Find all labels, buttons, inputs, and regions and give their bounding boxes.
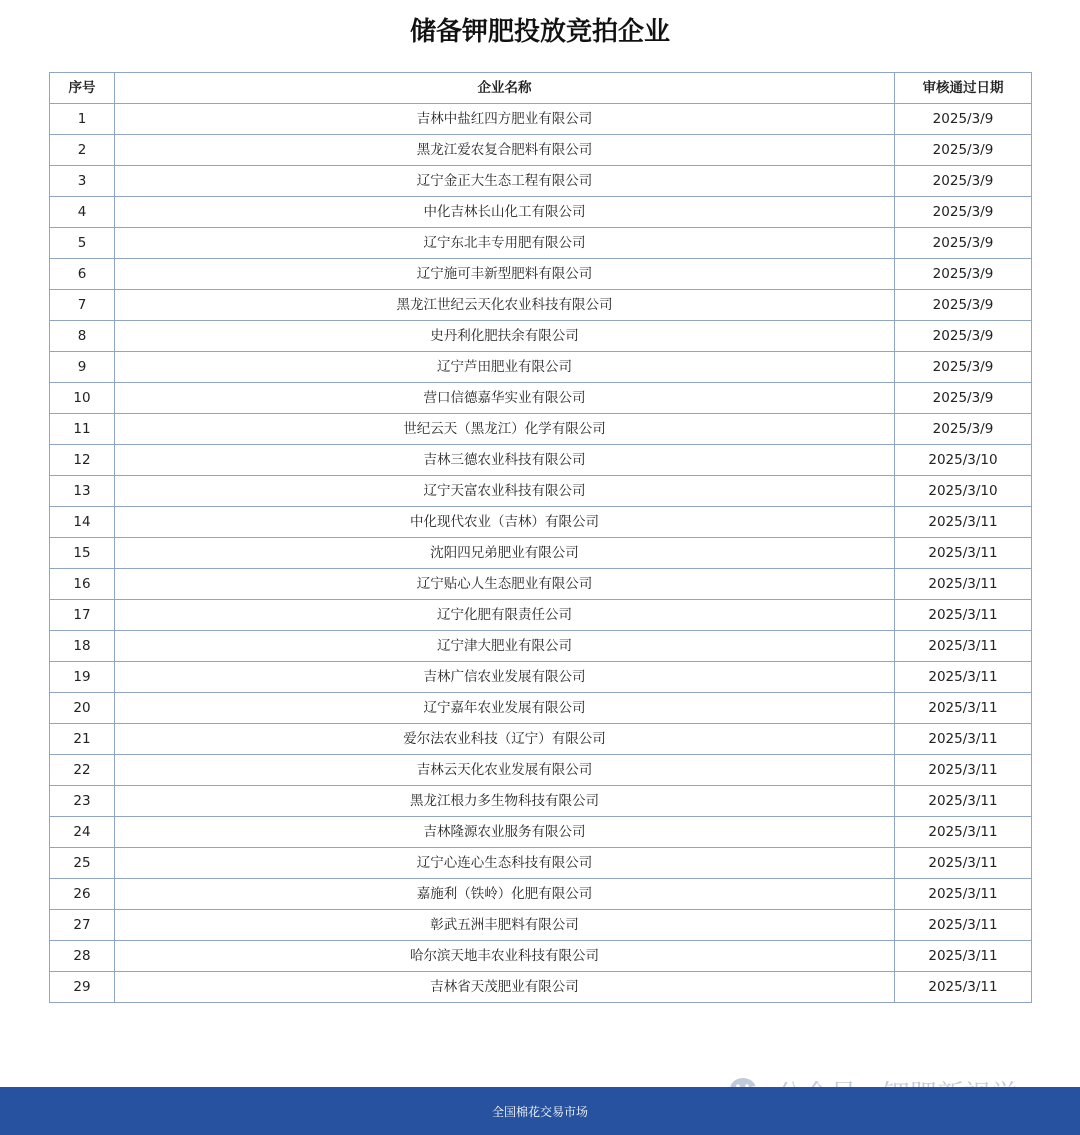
approval-date: 2025/3/9 — [895, 414, 1032, 445]
table-row — [50, 817, 1032, 848]
row-index: 29 — [50, 972, 115, 1003]
approval-date: 2025/3/10 — [895, 445, 1032, 476]
approval-date: 2025/3/11 — [895, 786, 1032, 817]
table-row — [50, 259, 1032, 290]
row-index: 18 — [50, 631, 115, 662]
company-name: 辽宁化肥有限责任公司 — [115, 600, 895, 631]
company-name: 辽宁天富农业科技有限公司 — [115, 476, 895, 507]
approval-date: 2025/3/11 — [895, 693, 1032, 724]
table-row — [50, 135, 1032, 166]
table-row — [50, 104, 1032, 135]
approval-date: 2025/3/11 — [895, 600, 1032, 631]
company-name: 吉林云天化农业发展有限公司 — [115, 755, 895, 786]
company-name: 世纪云天（黑龙江）化学有限公司 — [115, 414, 895, 445]
approval-date: 2025/3/11 — [895, 538, 1032, 569]
company-name: 辽宁嘉年农业发展有限公司 — [115, 693, 895, 724]
footer-text: 全国棉花交易市场 — [491, 1105, 588, 1119]
company-name: 吉林三德农业科技有限公司 — [115, 445, 895, 476]
table-row — [50, 507, 1032, 538]
page-title: 储备钾肥投放竞拍企业 — [409, 17, 670, 47]
company-name: 吉林中盐红四方肥业有限公司 — [115, 104, 895, 135]
company-name: 辽宁心连心生态科技有限公司 — [115, 848, 895, 879]
row-index: 11 — [50, 414, 115, 445]
table-row — [50, 197, 1032, 228]
company-name: 辽宁东北丰专用肥有限公司 — [115, 228, 895, 259]
company-name: 黑龙江根力多生物科技有限公司 — [115, 786, 895, 817]
approval-date: 2025/3/9 — [895, 290, 1032, 321]
row-index: 4 — [50, 197, 115, 228]
table-row — [50, 321, 1032, 352]
company-name: 辽宁施可丰新型肥料有限公司 — [115, 259, 895, 290]
approval-date: 2025/3/9 — [895, 259, 1032, 290]
table-body — [50, 104, 1032, 1003]
approval-date: 2025/3/9 — [895, 321, 1032, 352]
company-name: 吉林隆源农业服务有限公司 — [115, 817, 895, 848]
row-index: 26 — [50, 879, 115, 910]
approval-date: 2025/3/9 — [895, 197, 1032, 228]
approval-date: 2025/3/11 — [895, 879, 1032, 910]
row-index: 17 — [50, 600, 115, 631]
company-name: 黑龙江爱农复合肥料有限公司 — [115, 135, 895, 166]
company-name: 嘉施利（铁岭）化肥有限公司 — [115, 879, 895, 910]
row-index: 19 — [50, 662, 115, 693]
table-row — [50, 879, 1032, 910]
company-name: 辽宁贴心人生态肥业有限公司 — [115, 569, 895, 600]
approval-date: 2025/3/11 — [895, 910, 1032, 941]
approval-date: 2025/3/11 — [895, 848, 1032, 879]
row-index: 12 — [50, 445, 115, 476]
row-index: 9 — [50, 352, 115, 383]
approval-date: 2025/3/11 — [895, 817, 1032, 848]
row-index: 1 — [50, 104, 115, 135]
row-index: 27 — [50, 910, 115, 941]
table-row — [50, 910, 1032, 941]
row-index: 2 — [50, 135, 115, 166]
company-name: 吉林省天茂肥业有限公司 — [115, 972, 895, 1003]
table-row — [50, 972, 1032, 1003]
row-index: 13 — [50, 476, 115, 507]
row-index: 6 — [50, 259, 115, 290]
approval-date: 2025/3/11 — [895, 972, 1032, 1003]
table-row — [50, 786, 1032, 817]
approval-date: 2025/3/9 — [895, 135, 1032, 166]
row-index: 22 — [50, 755, 115, 786]
row-index: 14 — [50, 507, 115, 538]
approval-date: 2025/3/9 — [895, 352, 1032, 383]
table-row — [50, 848, 1032, 879]
table-row — [50, 228, 1032, 259]
footer-bar — [0, 1087, 1080, 1135]
table-row — [50, 414, 1032, 445]
approval-date: 2025/3/11 — [895, 569, 1032, 600]
row-index: 10 — [50, 383, 115, 414]
table-row — [50, 693, 1032, 724]
table-row — [50, 755, 1032, 786]
table-header-row — [50, 73, 1032, 104]
company-name: 吉林广信农业发展有限公司 — [115, 662, 895, 693]
table-row — [50, 569, 1032, 600]
enterprise-table — [49, 72, 1032, 1003]
table-row — [50, 383, 1032, 414]
approval-date: 2025/3/11 — [895, 631, 1032, 662]
table-row — [50, 662, 1032, 693]
company-name: 史丹利化肥扶余有限公司 — [115, 321, 895, 352]
company-name: 沈阳四兄弟肥业有限公司 — [115, 538, 895, 569]
table-row — [50, 352, 1032, 383]
company-name: 哈尔滨天地丰农业科技有限公司 — [115, 941, 895, 972]
table-row — [50, 631, 1032, 662]
row-index: 8 — [50, 321, 115, 352]
table-row — [50, 941, 1032, 972]
table-row — [50, 538, 1032, 569]
approval-date: 2025/3/9 — [895, 166, 1032, 197]
approval-date: 2025/3/11 — [895, 507, 1032, 538]
row-index: 7 — [50, 290, 115, 321]
row-index: 21 — [50, 724, 115, 755]
header-company-name: 企业名称 — [115, 73, 895, 104]
approval-date: 2025/3/11 — [895, 941, 1032, 972]
company-name: 营口信德嘉华实业有限公司 — [115, 383, 895, 414]
company-name: 中化吉林长山化工有限公司 — [115, 197, 895, 228]
table-row — [50, 445, 1032, 476]
row-index: 23 — [50, 786, 115, 817]
table-row — [50, 290, 1032, 321]
company-name: 辽宁芦田肥业有限公司 — [115, 352, 895, 383]
row-index: 24 — [50, 817, 115, 848]
table-row — [50, 600, 1032, 631]
header-approval-date: 审核通过日期 — [895, 73, 1032, 104]
row-index: 20 — [50, 693, 115, 724]
company-name: 彰武五洲丰肥料有限公司 — [115, 910, 895, 941]
approval-date: 2025/3/10 — [895, 476, 1032, 507]
company-name: 辽宁津大肥业有限公司 — [115, 631, 895, 662]
row-index: 15 — [50, 538, 115, 569]
approval-date: 2025/3/9 — [895, 104, 1032, 135]
header-index: 序号 — [50, 73, 115, 104]
approval-date: 2025/3/11 — [895, 724, 1032, 755]
row-index: 3 — [50, 166, 115, 197]
row-index: 5 — [50, 228, 115, 259]
row-index: 25 — [50, 848, 115, 879]
company-name: 爱尔法农业科技（辽宁）有限公司 — [115, 724, 895, 755]
approval-date: 2025/3/9 — [895, 228, 1032, 259]
table-row — [50, 724, 1032, 755]
approval-date: 2025/3/9 — [895, 383, 1032, 414]
table-row — [50, 166, 1032, 197]
table-row — [50, 476, 1032, 507]
approval-date: 2025/3/11 — [895, 755, 1032, 786]
row-index: 28 — [50, 941, 115, 972]
company-name: 黑龙江世纪云天化农业科技有限公司 — [115, 290, 895, 321]
company-name: 中化现代农业（吉林）有限公司 — [115, 507, 895, 538]
row-index: 16 — [50, 569, 115, 600]
company-name: 辽宁金正大生态工程有限公司 — [115, 166, 895, 197]
approval-date: 2025/3/11 — [895, 662, 1032, 693]
